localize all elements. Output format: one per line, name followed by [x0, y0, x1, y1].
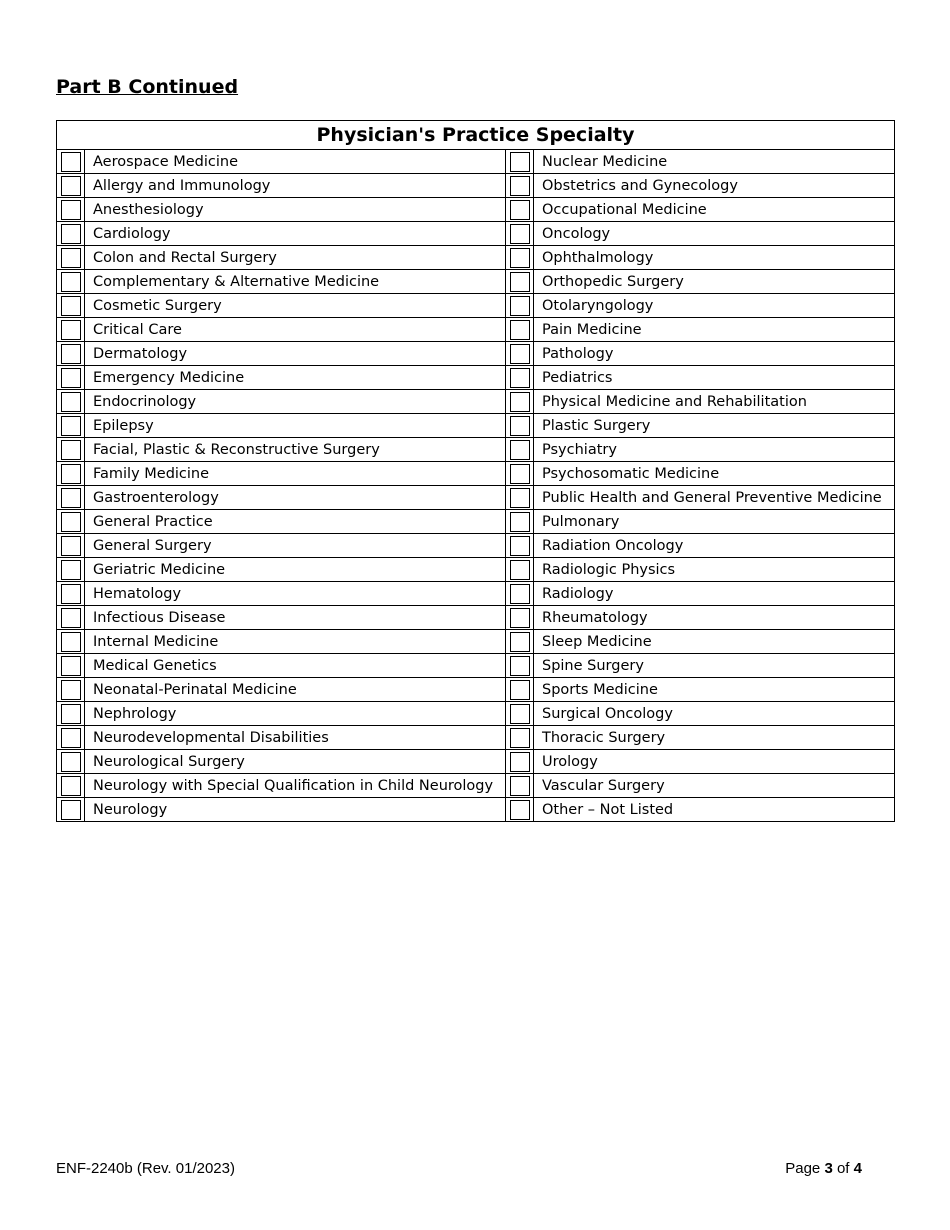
specialty-label-left: Gastroenterology — [85, 486, 506, 510]
specialty-checkbox-left[interactable] — [61, 440, 81, 460]
checkbox-cell — [506, 438, 534, 462]
checkbox-cell — [57, 366, 85, 390]
checkbox-cell — [57, 726, 85, 750]
specialty-checkbox-right[interactable] — [510, 464, 530, 484]
checkbox-cell — [57, 414, 85, 438]
specialty-label-right: Urology — [534, 750, 895, 774]
checkbox-cell — [57, 294, 85, 318]
specialty-checkbox-left[interactable] — [61, 680, 81, 700]
specialty-label-right: Sports Medicine — [534, 678, 895, 702]
specialty-checkbox-right[interactable] — [510, 608, 530, 628]
checkbox-cell — [57, 438, 85, 462]
specialty-checkbox-right[interactable] — [510, 176, 530, 196]
checkbox-cell — [57, 582, 85, 606]
checkbox-cell — [506, 774, 534, 798]
specialty-label-left: General Practice — [85, 510, 506, 534]
checkbox-cell — [506, 462, 534, 486]
specialty-checkbox-left[interactable] — [61, 512, 81, 532]
section-title: Part B Continued — [56, 76, 239, 98]
specialty-label-right: Psychosomatic Medicine — [534, 462, 895, 486]
checkbox-cell — [506, 582, 534, 606]
table-row — [57, 582, 895, 606]
specialty-checkbox-left[interactable] — [61, 464, 81, 484]
specialty-checkbox-right[interactable] — [510, 752, 530, 772]
checkbox-cell — [506, 414, 534, 438]
page-number — [785, 1160, 862, 1177]
specialty-checkbox-left[interactable] — [61, 296, 81, 316]
specialty-label-right: Pathology — [534, 342, 895, 366]
checkbox-cell — [506, 318, 534, 342]
specialty-checkbox-right[interactable] — [510, 200, 530, 220]
specialty-checkbox-left[interactable] — [61, 248, 81, 268]
specialty-checkbox-right[interactable] — [510, 344, 530, 364]
specialty-checkbox-left[interactable] — [61, 272, 81, 292]
checkbox-cell — [506, 150, 534, 174]
specialty-checkbox-right[interactable] — [510, 800, 530, 820]
checkbox-cell — [57, 174, 85, 198]
specialty-label-right: Radiology — [534, 582, 895, 606]
specialty-checkbox-left[interactable] — [61, 536, 81, 556]
specialty-checkbox-left[interactable] — [61, 200, 81, 220]
table-row — [57, 678, 895, 702]
specialty-label-right: Radiologic Physics — [534, 558, 895, 582]
checkbox-cell — [57, 246, 85, 270]
checkbox-cell — [506, 390, 534, 414]
table-row — [57, 606, 895, 630]
page-total: 4 — [853, 1160, 862, 1177]
specialty-checkbox-left[interactable] — [61, 704, 81, 724]
specialty-label-right: Orthopedic Surgery — [534, 270, 895, 294]
specialty-label-right: Oncology — [534, 222, 895, 246]
specialty-checkbox-left[interactable] — [61, 656, 81, 676]
specialty-label-right: Other – Not Listed — [534, 798, 895, 822]
specialty-checkbox-right[interactable] — [510, 440, 530, 460]
specialty-checkbox-right[interactable] — [510, 488, 530, 508]
specialty-label-left: Cosmetic Surgery — [85, 294, 506, 318]
specialty-label-left: Neurodevelopmental Disabilities — [85, 726, 506, 750]
table-row — [57, 390, 895, 414]
checkbox-cell — [57, 486, 85, 510]
checkbox-cell — [506, 726, 534, 750]
table-row — [57, 174, 895, 198]
table-row — [57, 246, 895, 270]
table-row — [57, 726, 895, 750]
checkbox-cell — [57, 318, 85, 342]
table-row — [57, 486, 895, 510]
specialty-label-left: Infectious Disease — [85, 606, 506, 630]
specialty-label-left: Endocrinology — [85, 390, 506, 414]
checkbox-cell — [57, 342, 85, 366]
table-row — [57, 462, 895, 486]
specialty-checkbox-right[interactable] — [510, 368, 530, 388]
specialty-checkbox-left[interactable] — [61, 344, 81, 364]
specialty-label-left: Aerospace Medicine — [85, 150, 506, 174]
specialty-label-right: Ophthalmology — [534, 246, 895, 270]
table-row — [57, 270, 895, 294]
checkbox-cell — [57, 750, 85, 774]
checkbox-cell — [57, 390, 85, 414]
specialty-label-right: Plastic Surgery — [534, 414, 895, 438]
specialty-label-right: Spine Surgery — [534, 654, 895, 678]
checkbox-cell — [506, 798, 534, 822]
checkbox-cell — [506, 222, 534, 246]
specialty-checkbox-left[interactable] — [61, 392, 81, 412]
page-prefix: Page — [785, 1160, 821, 1177]
table-row — [57, 294, 895, 318]
specialty-label-left: Neonatal-Perinatal Medicine — [85, 678, 506, 702]
checkbox-cell — [57, 678, 85, 702]
specialty-label-left: Anesthesiology — [85, 198, 506, 222]
table-row — [57, 630, 895, 654]
specialty-checkbox-right[interactable] — [510, 512, 530, 532]
page-of: of — [836, 1160, 850, 1177]
specialty-checkbox-right[interactable] — [510, 704, 530, 724]
specialty-label-left: Nephrology — [85, 702, 506, 726]
checkbox-cell — [57, 198, 85, 222]
specialty-checkbox-left[interactable] — [61, 560, 81, 580]
table-row — [57, 774, 895, 798]
specialty-checkbox-left[interactable] — [61, 584, 81, 604]
specialty-label-left: Medical Genetics — [85, 654, 506, 678]
specialty-label-right: Pediatrics — [534, 366, 895, 390]
table-row — [57, 558, 895, 582]
specialty-checkbox-left[interactable] — [61, 488, 81, 508]
checkbox-cell — [506, 750, 534, 774]
checkbox-cell — [506, 606, 534, 630]
practice-specialty-table — [56, 120, 895, 822]
specialty-label-right: Physical Medicine and Rehabilitation — [534, 390, 895, 414]
specialty-checkbox-left[interactable] — [61, 800, 81, 820]
specialty-label-right: Public Health and General Preventive Medicine — [534, 486, 895, 510]
specialty-checkbox-right[interactable] — [510, 728, 530, 748]
specialty-label-left: Neurology — [85, 798, 506, 822]
specialty-checkbox-right[interactable] — [510, 248, 530, 268]
table-row — [57, 510, 895, 534]
specialty-label-right: Nuclear Medicine — [534, 150, 895, 174]
specialty-checkbox-right[interactable] — [510, 536, 530, 556]
specialty-label-right: Thoracic Surgery — [534, 726, 895, 750]
checkbox-cell — [506, 270, 534, 294]
checkbox-cell — [57, 774, 85, 798]
specialty-label-left: Emergency Medicine — [85, 366, 506, 390]
checkbox-cell — [506, 654, 534, 678]
specialty-label-left: Allergy and Immunology — [85, 174, 506, 198]
specialty-label-left: Epilepsy — [85, 414, 506, 438]
specialty-checkbox-left[interactable] — [61, 416, 81, 436]
specialty-label-right: Surgical Oncology — [534, 702, 895, 726]
form-id: ENF-2240b (Rev. 01/2023) — [56, 1160, 235, 1177]
table-row — [57, 750, 895, 774]
specialty-label-left: Family Medicine — [85, 462, 506, 486]
specialty-label-right: Otolaryngology — [534, 294, 895, 318]
specialty-label-right: Rheumatology — [534, 606, 895, 630]
checkbox-cell — [506, 174, 534, 198]
checkbox-cell — [506, 294, 534, 318]
specialty-checkbox-right[interactable] — [510, 152, 530, 172]
specialty-checkbox-right[interactable] — [510, 392, 530, 412]
specialty-checkbox-left[interactable] — [61, 632, 81, 652]
checkbox-cell — [506, 702, 534, 726]
checkbox-cell — [57, 630, 85, 654]
checkbox-cell — [506, 534, 534, 558]
checkbox-cell — [57, 534, 85, 558]
specialty-label-left: Internal Medicine — [85, 630, 506, 654]
specialty-checkbox-right[interactable] — [510, 656, 530, 676]
specialty-label-right: Occupational Medicine — [534, 198, 895, 222]
specialty-label-right: Psychiatry — [534, 438, 895, 462]
checkbox-cell — [57, 702, 85, 726]
specialty-label-left: Cardiology — [85, 222, 506, 246]
specialty-label-left: Neurological Surgery — [85, 750, 506, 774]
specialty-checkbox-right[interactable] — [510, 560, 530, 580]
checkbox-cell — [57, 654, 85, 678]
specialty-checkbox-right[interactable] — [510, 224, 530, 244]
table-row — [57, 342, 895, 366]
specialty-checkbox-right[interactable] — [510, 320, 530, 340]
specialty-checkbox-left[interactable] — [61, 752, 81, 772]
checkbox-cell — [506, 510, 534, 534]
specialty-checkbox-right[interactable] — [510, 776, 530, 796]
table-row — [57, 414, 895, 438]
specialty-label-right: Vascular Surgery — [534, 774, 895, 798]
checkbox-cell — [506, 486, 534, 510]
specialty-checkbox-right[interactable] — [510, 584, 530, 604]
checkbox-cell — [506, 558, 534, 582]
table-row — [57, 798, 895, 822]
checkbox-cell — [506, 198, 534, 222]
specialty-label-left: Dermatology — [85, 342, 506, 366]
table-row — [57, 222, 895, 246]
specialty-checkbox-right[interactable] — [510, 416, 530, 436]
specialty-label-left: General Surgery — [85, 534, 506, 558]
specialty-label-right: Sleep Medicine — [534, 630, 895, 654]
table-row — [57, 534, 895, 558]
specialty-label-left: Geriatric Medicine — [85, 558, 506, 582]
checkbox-cell — [506, 630, 534, 654]
specialty-label-right: Obstetrics and Gynecology — [534, 174, 895, 198]
specialty-checkbox-left[interactable] — [61, 368, 81, 388]
specialty-label-left: Critical Care — [85, 318, 506, 342]
table-row — [57, 702, 895, 726]
specialty-label-left: Complementary & Alternative Medicine — [85, 270, 506, 294]
checkbox-cell — [57, 558, 85, 582]
checkbox-cell — [57, 798, 85, 822]
specialty-checkbox-left[interactable] — [61, 728, 81, 748]
checkbox-cell — [57, 222, 85, 246]
specialty-label-right: Pain Medicine — [534, 318, 895, 342]
table-row — [57, 150, 895, 174]
checkbox-cell — [506, 246, 534, 270]
specialty-checkbox-left[interactable] — [61, 176, 81, 196]
specialty-checkbox-right[interactable] — [510, 632, 530, 652]
specialty-checkbox-left[interactable] — [61, 224, 81, 244]
table-row — [57, 318, 895, 342]
checkbox-cell — [57, 150, 85, 174]
checkbox-cell — [506, 342, 534, 366]
table-row — [57, 438, 895, 462]
specialty-checkbox-right[interactable] — [510, 680, 530, 700]
specialty-label-left: Facial, Plastic & Reconstructive Surgery — [85, 438, 506, 462]
checkbox-cell — [57, 606, 85, 630]
specialty-checkbox-right[interactable] — [510, 272, 530, 292]
specialty-checkbox-left[interactable] — [61, 608, 81, 628]
checkbox-cell — [57, 270, 85, 294]
specialty-label-left: Colon and Rectal Surgery — [85, 246, 506, 270]
specialty-checkbox-right[interactable] — [510, 296, 530, 316]
page-current: 3 — [824, 1160, 833, 1177]
table-row — [57, 366, 895, 390]
specialty-label-left: Hematology — [85, 582, 506, 606]
specialty-list — [57, 150, 895, 822]
checkbox-cell — [506, 366, 534, 390]
checkbox-cell — [57, 462, 85, 486]
table-row — [57, 198, 895, 222]
table-row — [57, 654, 895, 678]
specialty-label-right: Pulmonary — [534, 510, 895, 534]
specialty-label-right: Radiation Oncology — [534, 534, 895, 558]
specialty-checkbox-left[interactable] — [61, 776, 81, 796]
table-title: Physician's Practice Specialty — [57, 121, 895, 150]
specialty-checkbox-left[interactable] — [61, 152, 81, 172]
specialty-checkbox-left[interactable] — [61, 320, 81, 340]
checkbox-cell — [57, 510, 85, 534]
checkbox-cell — [506, 678, 534, 702]
specialty-label-left: Neurology with Special Qualification in Child Neurology — [85, 774, 506, 798]
